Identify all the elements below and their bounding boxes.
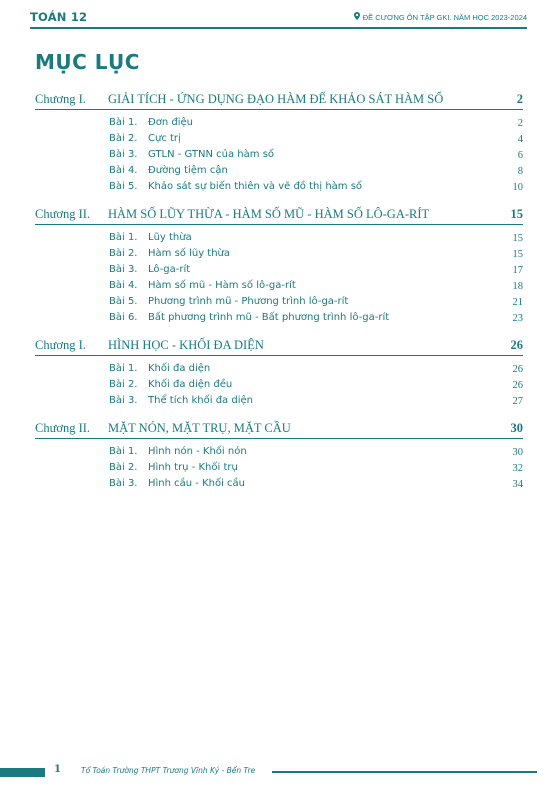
lesson-title[interactable]: Hình nón - Khối nón xyxy=(148,446,247,457)
lesson-label: Bài 2. xyxy=(109,248,138,259)
lesson-page-number: 21 xyxy=(512,297,523,308)
table-of-contents xyxy=(35,90,523,493)
subject-label: TOÁN 12 xyxy=(30,10,88,24)
toc-chapter-row[interactable] xyxy=(35,205,523,223)
lesson-page-number: 8 xyxy=(517,166,523,177)
lesson-label: Bài 1. xyxy=(109,117,138,128)
lesson-label: Bài 4. xyxy=(109,165,138,176)
lesson-title[interactable]: Đơn điệu xyxy=(148,117,193,128)
toc-lesson-row[interactable] xyxy=(35,180,523,196)
lesson-page-number: 6 xyxy=(517,150,523,161)
lesson-page-number: 4 xyxy=(517,134,523,145)
toc-lesson-row[interactable] xyxy=(35,362,523,378)
lesson-label: Bài 6. xyxy=(109,312,138,323)
lesson-title[interactable]: Khối đa diện xyxy=(148,363,211,374)
toc-lesson-row[interactable] xyxy=(35,263,523,279)
lesson-title[interactable]: Phương trình mũ - Phương trình lô-ga-rít xyxy=(148,296,349,307)
chapter-title[interactable]: HÌNH HỌC - KHỐI ĐA DIỆN xyxy=(108,338,264,352)
chapter-divider xyxy=(35,355,523,356)
lesson-title[interactable]: Hàm số mũ - Hàm số lô-ga-rít xyxy=(148,280,296,291)
lesson-page-number: 15 xyxy=(512,249,523,260)
toc-lesson-row[interactable] xyxy=(35,279,523,295)
lesson-page-number: 18 xyxy=(512,281,523,292)
toc-chapter-row[interactable] xyxy=(35,419,523,437)
toc-lesson-row[interactable] xyxy=(35,247,523,263)
lesson-page-number: 34 xyxy=(512,479,523,490)
page-footer xyxy=(0,764,559,778)
chapter-label: Chương II. xyxy=(35,421,91,435)
lesson-page-number: 23 xyxy=(512,313,523,324)
lesson-title[interactable]: Hàm số lũy thừa xyxy=(148,248,231,259)
chapter-spacer xyxy=(35,327,523,336)
chapter-page-number: 30 xyxy=(510,421,523,435)
lesson-title[interactable]: Hình cầu - Khối cầu xyxy=(148,478,246,489)
toc-lesson-row[interactable] xyxy=(35,231,523,247)
page-number: 1 xyxy=(54,764,61,775)
chapter-label: Chương I. xyxy=(35,338,86,352)
footer-bar-right xyxy=(272,771,537,773)
header-divider xyxy=(30,27,527,29)
toc-lesson-row[interactable] xyxy=(35,164,523,180)
chapter-page-number: 15 xyxy=(510,207,523,221)
chapter-divider xyxy=(35,109,523,110)
toc-lesson-row[interactable] xyxy=(35,116,523,132)
lesson-label: Bài 2. xyxy=(109,462,138,473)
course-label-group xyxy=(354,12,527,22)
lesson-page-number: 32 xyxy=(512,463,523,474)
lesson-title[interactable]: Lô-ga-rít xyxy=(148,264,191,275)
lesson-page-number: 2 xyxy=(517,118,523,129)
lesson-label: Bài 2. xyxy=(109,133,138,144)
lesson-label: Bài 1. xyxy=(109,363,138,374)
lesson-title[interactable]: Thể tích khối đa diện xyxy=(148,395,253,406)
toc-lesson-row[interactable] xyxy=(35,311,523,327)
chapter-spacer xyxy=(35,410,523,419)
toc-chapter-row[interactable] xyxy=(35,336,523,354)
page-header xyxy=(30,8,527,26)
lesson-label: Bài 3. xyxy=(109,478,138,489)
toc-lesson-row[interactable] xyxy=(35,461,523,477)
toc-lesson-row[interactable] xyxy=(35,295,523,311)
chapter-title[interactable]: HÀM SỐ LŨY THỪA - HÀM SỐ MŨ - HÀM SỐ LÔ-GA-RÍT xyxy=(108,207,430,221)
toc-lesson-row[interactable] xyxy=(35,394,523,410)
lesson-label: Bài 5. xyxy=(109,296,138,307)
lesson-label: Bài 2. xyxy=(109,379,138,390)
lesson-title[interactable]: Hình trụ - Khối trụ xyxy=(148,462,238,473)
lesson-title[interactable]: Đường tiệm cận xyxy=(148,165,228,176)
chapter-title[interactable]: GIẢI TÍCH - ỨNG DỤNG ĐẠO HÀM ĐỂ KHẢO SÁT HÀM SỐ xyxy=(108,92,444,106)
lesson-title[interactable]: GTLN - GTNN của hàm số xyxy=(148,149,275,160)
lesson-page-number: 27 xyxy=(512,396,523,407)
toc-lesson-row[interactable] xyxy=(35,148,523,164)
lesson-title[interactable]: Lũy thừa xyxy=(148,232,192,243)
toc-lesson-row[interactable] xyxy=(35,445,523,461)
lesson-label: Bài 4. xyxy=(109,280,138,291)
toc-chapter-row[interactable] xyxy=(35,90,523,108)
toc-lesson-row[interactable] xyxy=(35,132,523,148)
chapter-spacer xyxy=(35,196,523,205)
lesson-label: Bài 3. xyxy=(109,264,138,275)
lesson-page-number: 17 xyxy=(512,265,523,276)
lesson-label: Bài 1. xyxy=(109,446,138,457)
chapter-title[interactable]: MẶT NÓN, MẶT TRỤ, MẶT CẦU xyxy=(108,421,291,435)
lesson-title[interactable]: Khối đa diện đều xyxy=(148,379,233,390)
footer-bar-left xyxy=(0,768,45,777)
course-label: ĐỀ CƯƠNG ÔN TẬP GKI. NĂM HỌC 2023-2024 xyxy=(362,13,527,22)
toc-lesson-row[interactable] xyxy=(35,477,523,493)
lesson-title[interactable]: Cực trị xyxy=(148,133,181,144)
lesson-page-number: 26 xyxy=(512,380,523,391)
lesson-label: Bài 5. xyxy=(109,181,138,192)
lesson-page-number: 30 xyxy=(512,447,523,458)
lesson-label: Bài 3. xyxy=(109,149,138,160)
lesson-label: Bài 3. xyxy=(109,395,138,406)
chapter-label: Chương II. xyxy=(35,207,91,221)
lesson-page-number: 26 xyxy=(512,364,523,375)
chapter-label: Chương I. xyxy=(35,92,86,106)
chapter-page-number: 26 xyxy=(510,338,523,352)
lesson-title[interactable]: Bất phương trình mũ - Bất phương trình lô-ga-rít xyxy=(148,312,390,323)
chapter-page-number: 2 xyxy=(516,92,523,106)
toc-lesson-row[interactable] xyxy=(35,378,523,394)
lesson-title[interactable]: Khảo sát sự biến thiên và vẽ đồ thị hàm số xyxy=(148,181,363,192)
footer-school-name: Tổ Toán Trường THPT Trương Vĩnh Ký - Bến Tre xyxy=(81,766,256,775)
chapter-divider xyxy=(35,438,523,439)
lesson-label: Bài 1. xyxy=(109,232,138,243)
lesson-page-number: 10 xyxy=(512,182,523,193)
lesson-page-number: 15 xyxy=(512,233,523,244)
location-pin-icon xyxy=(354,12,360,22)
chapter-divider xyxy=(35,224,523,225)
page-title: MỤC LỤC xyxy=(35,50,140,74)
